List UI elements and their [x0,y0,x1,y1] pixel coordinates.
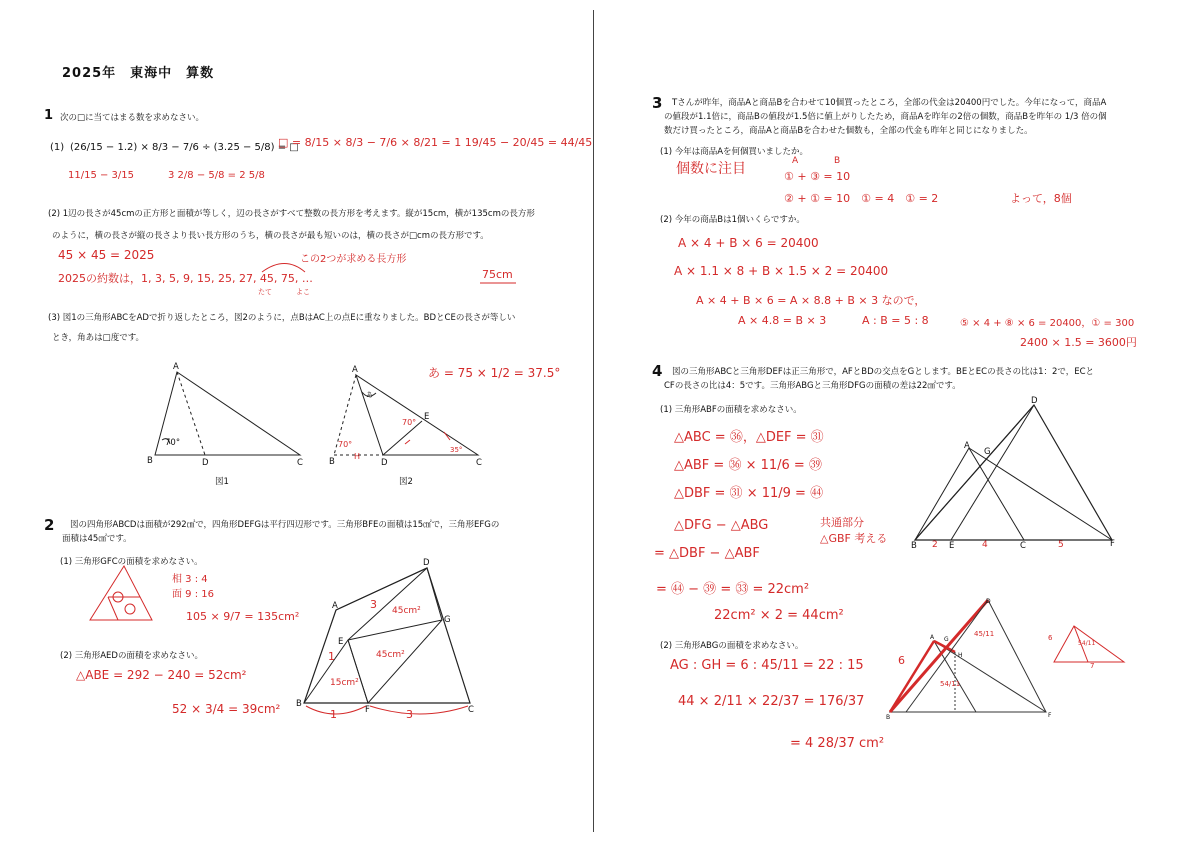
q4-2-w2: 44 × 2/11 × 22/37 = 176/37 [678,694,865,709]
q1-3-answer: あ = 75 × 1/2 = 37.5° [428,366,561,380]
q2-2-answer: 52 × 3/4 = 39cm² [172,702,281,716]
fig2-point-h: H [354,452,361,461]
q3-2-w5: A : B = 5 : 8 [862,314,929,327]
q3-2-w4: A × 4.8 = B × 3 [738,314,827,327]
q3-1-answer: よって，8個 [1010,192,1072,205]
q4-1-w3: △DBF = ㉛ × 11/9 = ㊹ [674,486,824,501]
fig1-point-a: A [173,362,179,372]
page-divider [593,10,594,832]
fig2p-area-45a: 45cm² [392,606,421,616]
q1-2-note: この2つが求める長方形 [300,254,407,265]
problem-4-number: 4 [652,362,663,380]
q1-3-text2: とき，角あは□度です。 [52,333,145,343]
q4-2-answer: = 4 28/37 cm² [790,736,885,751]
fig4l-num-6: 6 [898,654,905,667]
fig4-point-e: E [949,541,955,551]
q1-2-text: (2) 1辺の長さが45cmの正方形と面積が等しく，辺の長さがすべて整数の長方形を考えます。縦が15cm，横が135cmの長方形 [48,209,535,219]
fig4l-sketch-frac: 54/11 [1078,640,1096,647]
figure-problem-4-lower [0,0,10,10]
q2-2-text: (2) 三角形AEDの面積を求めなさい。 [60,651,203,661]
fig4l-frac-54: 54/11 [940,680,961,688]
fig4l-point-h: H [958,652,963,659]
fig4l-frac-45: 45/11 [974,630,995,638]
q3-1-col-a: A [792,156,799,166]
fig4l-point-g: G [944,636,949,643]
fig1-point-c: C [297,458,303,468]
problem-3-number: 3 [652,94,663,112]
fig2-point-c: C [476,458,482,468]
fig1-point-d: D [202,458,209,468]
q4-1-w4: △DFG − △ABG [674,518,769,533]
problem-1-number: 1 [44,108,54,123]
fig2p-point-c: C [468,705,474,715]
q4-1-w6: = ㊹ − ㊴ = ㉝ = 22cm² [656,582,810,597]
q1-2-yoko: よこ [296,288,310,296]
fig2-angle-70b: 70° [402,418,417,427]
q3-1-row2: ② + ① = 10 ① = 4 ① = 2 [784,192,939,205]
q2-1-ratio2: 面 9 : 16 [172,589,214,600]
fig4-point-b: B [911,541,917,551]
fig2p-point-b: B [296,699,302,709]
problem-1-intro: 次の□に当てはまる数を求めなさい。 [60,113,205,123]
problem-2-number: 2 [44,516,55,534]
fig4l-sketch-6: 6 [1048,634,1053,642]
fig2p-area-15: 15cm² [330,678,359,688]
fig2-point-a: A [352,365,358,375]
fig4l-point-b: B [886,714,891,721]
q3-2-w6: ⑤ × 4 + ⑧ × 6 = 20400，① = 300 [960,318,1135,329]
fig4-seg-5: 5 [1058,540,1064,550]
q4-2-w1: AG : GH = 6 : 45/11 = 22 : 15 [670,658,864,673]
page-title: 2025年 東海中 算数 [62,66,215,81]
problem-3-text3: 数だけ買ったところ，商品Aと商品Bを合わせた個数も，全部の代金も昨年と同じになりました。 [664,126,1033,136]
fig4-seg-2: 2 [932,540,938,550]
q2-1-answer: 105 × 9/7 = 135cm² [186,610,300,623]
fig2p-point-a: A [332,601,338,611]
fig2-angle-mark: あ [366,391,373,399]
q1-1-label: (1) [50,142,65,153]
fig2p-point-g: G [444,615,451,625]
q3-1-text: (1) 今年は商品Aを何個買いましたか。 [660,147,809,157]
q2-1-text: (1) 三角形GFCの面積を求めなさい。 [60,557,203,567]
fig4-point-c: C [1020,541,1026,551]
q4-1-text: (1) 三角形ABFの面積を求めなさい。 [660,405,802,415]
fig2p-seg-1a: 1 [328,650,335,663]
q4-1-answer: 22cm² × 2 = 44cm² [714,608,844,623]
fig1-angle-70: 70° [165,438,181,448]
q1-1-answer: □ = 8/15 × 8/3 − 7/6 × 8/21 = 1 19/45 − 20/45 = 44/45 [278,136,593,149]
fig2-angle-35: 35° [450,446,463,454]
fig4-point-d: D [1031,396,1038,406]
fig2p-seg-1b: 1 [330,708,337,721]
problem-2-text: 図の四角形ABCDは面積が292㎠で，四角形DEFGは平行四辺形です。三角形BFEの面積は15㎠で，三角形EFGの [70,520,500,530]
q3-1-note: 個数に注目 [676,161,746,177]
q3-1-row1: ① + ③ = 10 [784,170,851,183]
q1-1-work-a: 11/15 − 3/15 [68,170,135,181]
fig2-point-b: B [329,457,335,467]
q4-1-w1: △ABC = ㊱，△DEF = ㉛ [674,430,824,445]
q2-1-ratio1: 相 3 : 4 [172,574,208,585]
q1-2-answer: 75cm [482,268,513,281]
fig2p-point-d: D [423,558,430,568]
q1-1-work-b: 3 2/8 − 5/8 = 2 5/8 [168,170,265,181]
fig1-caption: 図1 [215,477,229,487]
q3-2-answer: 2400 × 1.5 = 3600円 [1020,336,1137,349]
q4-2-text: (2) 三角形ABGの面積を求めなさい。 [660,641,804,651]
problem-3-text2: の値段が1.1倍に，商品Bの値段が1.5倍に値上がりしたため，商品Aを昨年の2倍の個数，商品Bを昨年の 1/3 倍の個 [664,112,1107,122]
q3-2-w1: A × 4 + B × 6 = 20400 [678,236,819,250]
fig4l-point-f: F [1048,712,1052,719]
q3-2-w3: A × 4 + B × 6 = A × 8.8 + B × 3 なので， [696,294,926,307]
fig1-point-b: B [147,456,153,466]
problem-2-text2: 面積は45㎠です。 [62,534,132,544]
fig4-point-g: G [984,447,991,457]
fig2p-point-e: E [338,637,344,647]
q2-2-work: △ABE = 292 − 240 = 52cm² [76,668,247,682]
fig4l-sketch-7: 7 [1090,662,1095,670]
fig2-point-d: D [381,458,388,468]
fig4-point-f: F [1110,539,1115,549]
fig4l-point-a: A [930,634,935,641]
q1-2-work1: 45 × 45 = 2025 [58,248,155,262]
problem-4-text1: 図の三角形ABCと三角形DEFは正三角形で，AFとBDの交点をGとします。BEとECの長さの比は1：2で，ECと [672,367,1095,377]
q1-3-text: (3) 図1の三角形ABCをADで折り返したところ，図2のように，点BはAC上の点Eに重なりました。BDとCEの長さが等しい [48,313,516,323]
q4-1-w2: △ABF = ㊱ × 11/6 = ㊴ [674,458,822,473]
fig2p-point-f: F [365,705,370,715]
fig4-point-a: A [964,441,970,451]
q1-2-tate: たて [258,288,272,296]
q3-2-w2: A × 1.1 × 8 + B × 1.5 × 2 = 20400 [674,264,889,278]
fig4-seg-4: 4 [982,540,988,550]
fig2p-seg-3a: 3 [370,598,377,611]
q4-1-note: 共通部分△GBF 考える [820,516,888,545]
fig2-angle-70a: 70° [338,440,353,449]
q4-1-w5: = △DBF − △ABF [654,546,760,561]
fig4l-point-d: D [986,598,991,605]
problem-4-text2: CFの長さの比は4：5です。三角形ABGと三角形DFGの面積の差は22㎠です。 [664,381,961,391]
fig2p-area-45b: 45cm² [376,650,405,660]
fig2-point-e: E [424,412,430,422]
problem-3-text1: Tさんが昨年，商品Aと商品Bを合わせて10個買ったところ，全部の代金は20400円でした。今年になって，商品A [672,98,1107,108]
fig2p-seg-3b: 3 [406,708,413,721]
q1-1-expression: (26/15 − 1.2) × 8/3 − 7/6 ÷ (3.25 − 5/8) = □ [70,142,299,153]
q3-2-text: (2) 今年の商品Bは1個いくらですか。 [660,215,805,225]
q1-2-text2: のように，横の長さが縦の長さより長い長方形のうち，横の長さが最も短いのは，横の長さが□cmの長方形です。 [52,231,489,241]
q3-1-col-b: B [834,156,841,166]
q1-2-work2: 2025の約数は，1, 3, 5, 9, 15, 25, 27, 45, 75, … [58,272,313,285]
fig2-caption: 図2 [399,477,413,487]
